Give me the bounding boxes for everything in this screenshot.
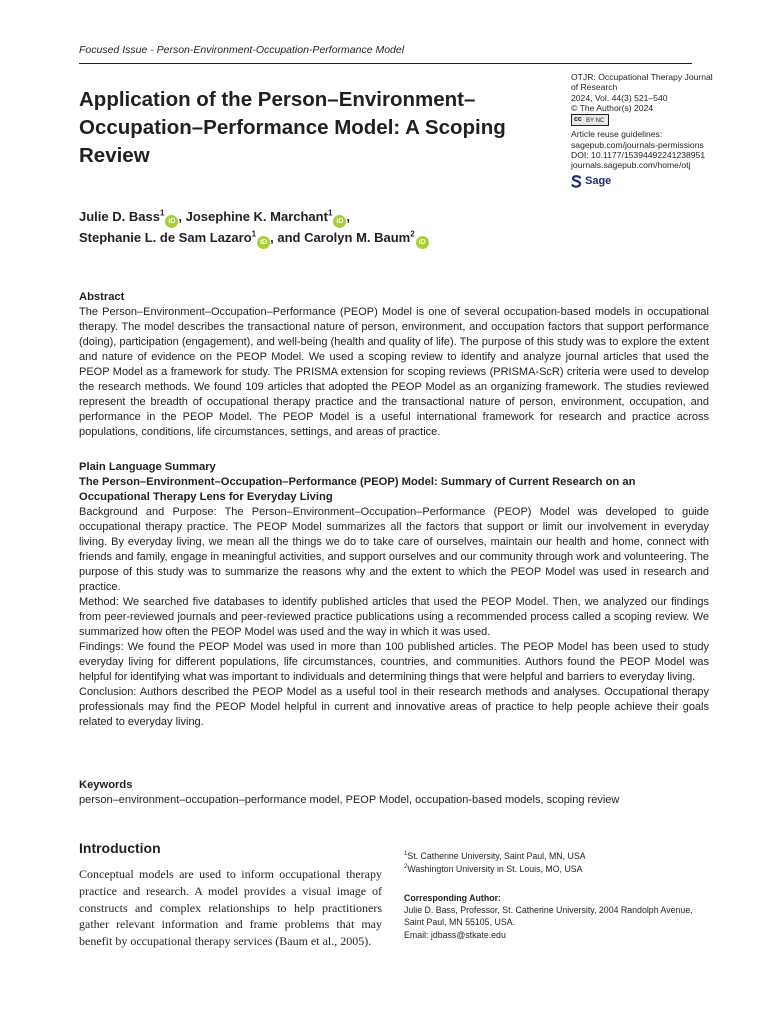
journal-volume: 2024, Vol. 44(3) 521–540 bbox=[571, 92, 668, 103]
orcid-icon[interactable]: iD bbox=[257, 236, 270, 249]
sage-label: Sage bbox=[585, 175, 612, 188]
author-sep: , and bbox=[270, 230, 305, 245]
abstract-section bbox=[79, 290, 709, 440]
reuse-link[interactable]: sagepub.com/journals-permissions bbox=[571, 139, 704, 150]
cc-license-icon[interactable] bbox=[571, 114, 609, 126]
journal-name-cont: of Research bbox=[571, 82, 618, 93]
author-name: Carolyn M. Baum bbox=[304, 230, 411, 245]
keywords-section bbox=[79, 778, 709, 808]
corr-email[interactable]: Email: jdbass@stkate.edu bbox=[404, 929, 506, 940]
affiliations bbox=[404, 849, 724, 875]
plain-language-section bbox=[79, 460, 709, 730]
affil-num: 1 bbox=[404, 851, 408, 857]
orcid-icon[interactable]: iD bbox=[416, 236, 429, 249]
affiliation-item bbox=[404, 849, 724, 862]
introduction-heading: Introduction bbox=[79, 840, 161, 856]
author-list bbox=[79, 207, 699, 249]
keywords-heading: Keywords bbox=[79, 779, 133, 791]
pls-conclusion: Conclusion: Authors described the PEOP Model as a useful tool in their research methods and analyses. Occupational therapy professionals may find the PEOP Model helpful in current and innovative areas of practice to help people achieve their goals related to everyday living. bbox=[79, 686, 709, 728]
affil-text: Washington University in St. Louis, MO, USA bbox=[407, 863, 583, 874]
affil-text: St. Catherine University, Saint Paul, MN, USA bbox=[407, 850, 586, 861]
author-affil: 1 bbox=[159, 208, 165, 218]
abstract-text: The Person–Environment–Occupation–Performance (PEOP) Model is one of several occupation-based models in occupational therapy. The model describes the transactional nature of person, environment, and occupation factors that support performance (doing), participation (engagement), and well-being (health and quality of life). The purpose of this study was to explore the extent and nature of evidence on the PEOP Model. We used a scoping review to identify and analyze journal articles that used the PEOP Model as a framework for study. The PRISMA extension for scoping reviews (PRISMA-ScR) criteria were used to develop the research methods. We found 109 articles that adopted the PEOP Model as an organizing framework. The studies reviewed represent the breadth of occupational therapy practice and the transactional nature of person, environment, occupation, and performance in the PEOP Model. The PEOP Model is a useful international framework for research and practice across populations, conditions, life circumstances, settings, and areas of practice. bbox=[79, 306, 709, 438]
copyright: © The Author(s) 2024 bbox=[571, 102, 654, 113]
author-name: Josephine K. Marchant bbox=[185, 209, 328, 224]
focused-issue-header: Focused Issue - Person-Environment-Occupation-Performance Model bbox=[79, 44, 405, 56]
doi[interactable]: DOI: 10.1177/15394492241238951 bbox=[571, 150, 706, 161]
corresponding-author bbox=[404, 892, 714, 941]
abstract-heading: Abstract bbox=[79, 291, 125, 303]
author-affil: 2 bbox=[410, 229, 415, 239]
author-name: Stephanie L. de Sam Lazaro bbox=[79, 230, 252, 245]
pls-background: Background and Purpose: The Person–Environment–Occupation–Performance (PEOP) Model was developed to guide occupational therapy practice. The PEOP Model summarizes all the factors that support or limit our involvement in everyday living. By everyday living, we mean all the things we do to take care of ourselves, maintain our health and home, connect with friends and family, engage in meaningful activities, and support ourselves and our community through work and volunteering. The purpose of this study was to summarize the reasons why and the extent to which the PEOP Model was used in research and practice. bbox=[79, 506, 709, 593]
pls-subtitle: The Person–Environment–Occupation–Performance (PEOP) Model: Summary of Current Research on an Occupational Therapy Lens for Everyday Living bbox=[79, 476, 636, 503]
corr-heading: Corresponding Author: bbox=[404, 893, 501, 903]
journal-info bbox=[571, 72, 721, 188]
author-sep: , bbox=[346, 209, 351, 224]
pls-findings: Findings: We found the PEOP Model was used in more than 100 published articles. The PEOP Model has been used to study everyday living for different populations, life circumstances, countries, and communities. Authors found the PEOP Model was helpful for identifying what was important to individuals and determining things that were helpful and barriers to everyday living. bbox=[79, 641, 709, 683]
reuse-label: Article reuse guidelines: bbox=[571, 129, 663, 140]
orcid-icon[interactable]: iD bbox=[165, 215, 178, 228]
cc-terms: BY NC bbox=[586, 118, 605, 125]
keywords-text: person–environment–occupation–performance model, PEOP Model, occupation-based models, scoping review bbox=[79, 794, 620, 806]
pls-heading: Plain Language Summary bbox=[79, 461, 216, 473]
author-affil: 1 bbox=[327, 208, 333, 218]
author-affil: 1 bbox=[251, 229, 257, 239]
article-title: Application of the Person–Environment–Occupation–Performance Model: A Scoping Review bbox=[79, 88, 506, 167]
introduction-text: Conceptual models are used to inform occupational therapy practice and research. A model provides a visual image of constructs and complex relationships to help practitioners gather relevant information and frame problems that may benefit by occupational therapy services (Baum et al., 2005). bbox=[79, 867, 382, 949]
author-sep: , bbox=[178, 209, 186, 224]
journal-name: OTJR: Occupational Therapy Journal bbox=[571, 72, 713, 82]
pls-method: Method: We searched five databases to identify published articles that used the PEOP Model. Then, we analyzed our findings from peer-reviewed journals and peer-reviewed practice publications using a recommended process called a scoping review. We summarized how often the PEOP Model was used and the way in which it was used. bbox=[79, 596, 709, 638]
affiliation-item bbox=[404, 862, 724, 875]
author-name: Julie D. Bass bbox=[79, 209, 160, 224]
sage-logo bbox=[571, 175, 721, 188]
orcid-icon[interactable]: iD bbox=[333, 215, 346, 228]
journal-link[interactable]: journals.sagepub.com/home/otj bbox=[571, 160, 691, 171]
corr-address: Julie D. Bass, Professor, St. Catherine University, 2004 Randolph Avenue, Saint Paul, MN 55105, USA. bbox=[404, 905, 693, 928]
cc-mark: cc bbox=[574, 116, 582, 124]
affil-num: 2 bbox=[404, 863, 408, 870]
header-rule bbox=[79, 63, 692, 64]
sage-logo-icon bbox=[571, 175, 582, 188]
